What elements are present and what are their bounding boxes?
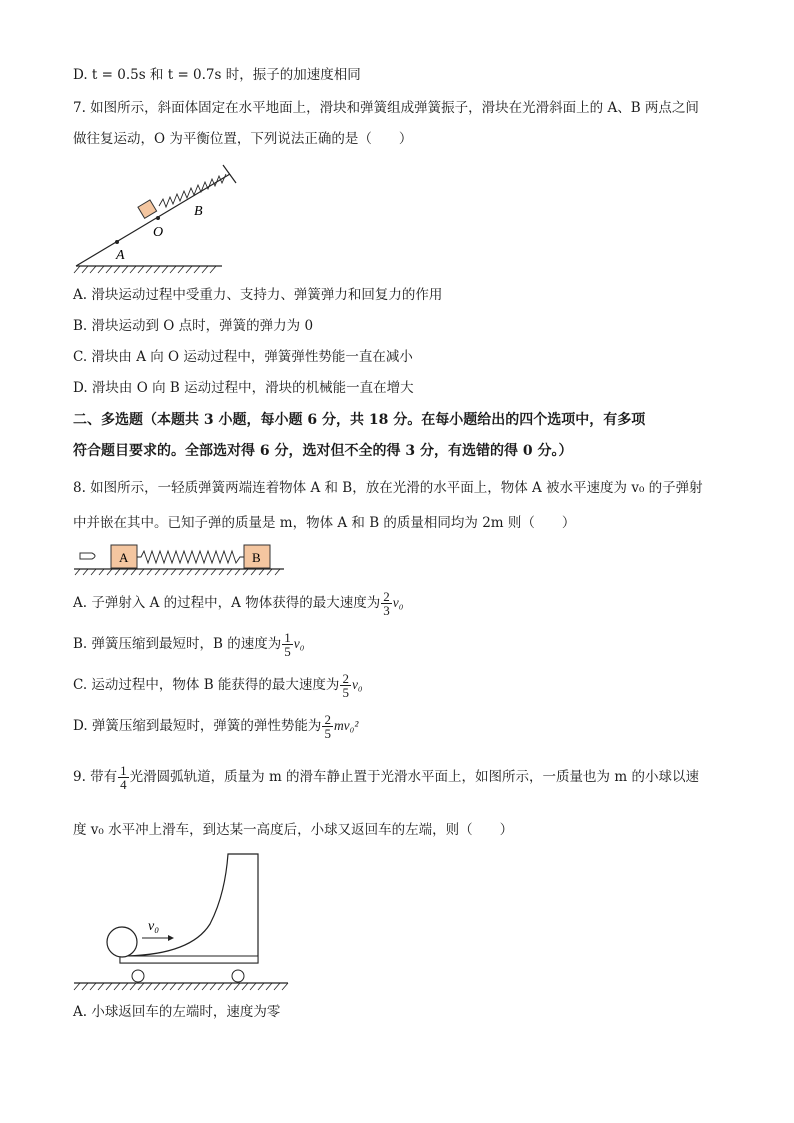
fraction: $\frac{1}{4}$ [120, 763, 127, 792]
q9-velocity-label: v₀ [148, 919, 160, 934]
section2-heading-line1: 二、多选题（本题共 3 小题，每小题 6 分，共 18 分。在每小题给出的四个选项中，有多项 [73, 412, 646, 428]
q8-stem-line2: 中并嵌在其中。已知子弹的质量是 m，物体 A 和 B 的质量相同均为 2m 则（ ） [73, 515, 576, 531]
q8-stem-line1: 8. 如图所示，一轻质弹簧两端连着物体 A 和 B，放在光滑的水平面上，物体 A 被水平速度为 v₀ 的子弹射 [73, 480, 703, 496]
fraction: $\frac{2}{3}$ [383, 589, 390, 618]
q8-option-c: C. 运动过程中，物体 B 能获得的最大速度为 $\frac{2}{5}$ v₀ [73, 671, 363, 700]
q8-option-d: D. 弹簧压缩到最短时，弹簧的弹性势能为 $\frac{2}{5}$ mv₀² [73, 712, 359, 741]
q9-option-a: A. 小球返回车的左端时，速度为零 [73, 1004, 281, 1020]
fraction: $\frac{1}{5}$ [284, 630, 291, 659]
q8-spring-figure [70, 540, 290, 580]
q9-cart-figure [70, 850, 300, 995]
q6-option-d: D. t = 0.5s 和 t = 0.7s 时，振子的加速度相同 [73, 67, 361, 83]
q7-option-b: B. 滑块运动到 O 点时，弹簧的弹力为 0 [73, 318, 314, 334]
q8-block-b-label: B [252, 550, 261, 565]
q7-option-c: C. 滑块由 A 向 O 运动过程中，弹簧弹性势能一直在减小 [73, 349, 413, 365]
fraction: $\frac{2}{5}$ [324, 712, 331, 741]
q9-stem-line2: 度 v₀ 水平冲上滑车，到达某一高度后，小球又返回车的左端，则（ ） [73, 822, 514, 838]
q8-option-a: A. 子弹射入 A 的过程中，A 物体获得的最大速度为 $\frac{2}{3}$ v₀ [73, 589, 404, 618]
q7-label-a: A [116, 248, 125, 263]
q7-incline-figure [70, 160, 240, 275]
q7-stem-line1: 7. 如图所示，斜面体固定在水平地面上，滑块和弹簧组成弹簧振子，滑块在光滑斜面上的 A、B 两点之间 [73, 100, 699, 116]
q7-option-a: A. 滑块运动过程中受重力、支持力、弹簧弹力和回复力的作用 [73, 287, 443, 303]
q9-stem-line1: 9. 带有 $\frac{1}{4}$ 光滑圆弧轨道，质量为 m 的滑车静止置于光滑水平面上，如图所示，一质量也为 m 的小球以速 [73, 763, 699, 792]
q7-label-b: B [194, 204, 203, 219]
q7-option-d: D. 滑块由 O 向 B 运动过程中，滑块的机械能一直在增大 [73, 380, 414, 396]
q7-stem-line2: 做往复运动，O 为平衡位置，下列说法正确的是（ ） [73, 131, 413, 147]
q8-option-b: B. 弹簧压缩到最短时，B 的速度为 $\frac{1}{5}$ v₀ [73, 630, 305, 659]
section2-heading-line2: 符合题目要求的。全部选对得 6 分，选对但不全的得 3 分，有选错的得 0 分。） [73, 443, 573, 459]
q7-label-o: O [153, 225, 164, 240]
fraction: $\frac{2}{5}$ [342, 671, 349, 700]
q8-block-a-label: A [119, 550, 129, 565]
